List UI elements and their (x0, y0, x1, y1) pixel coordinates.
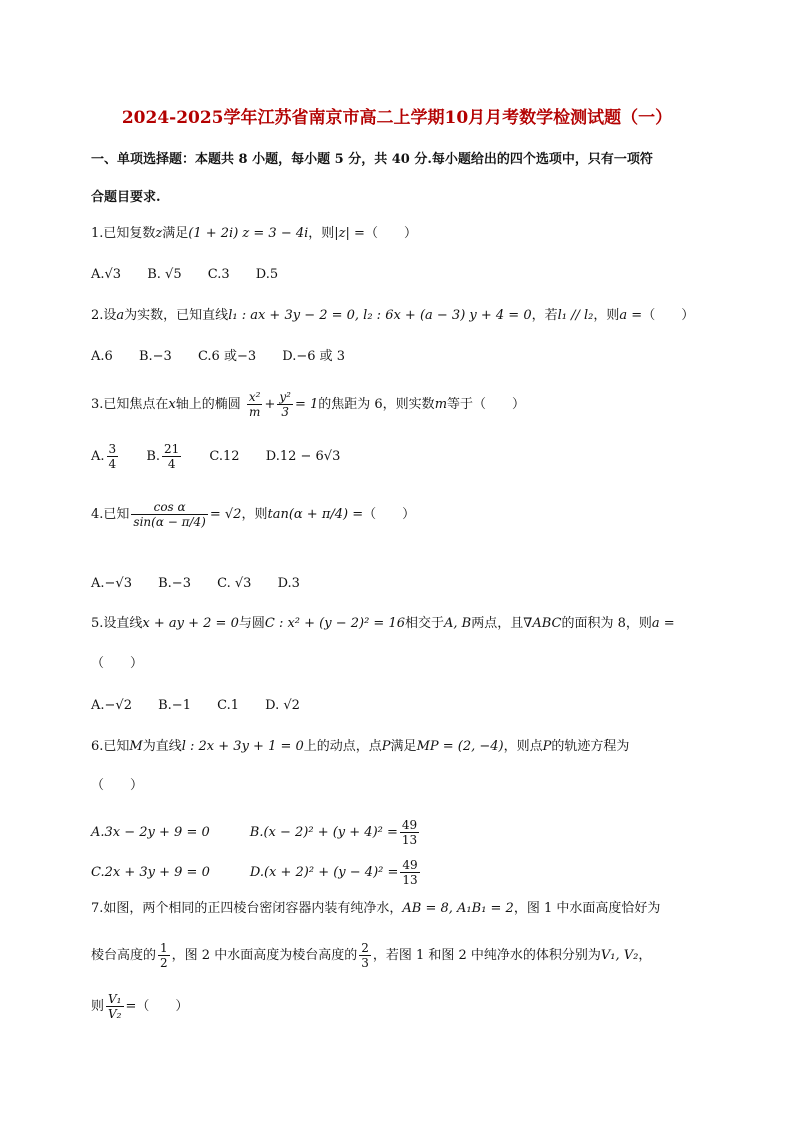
q2-text1: 为实数，已知直线 (124, 308, 229, 323)
q7-frac2-num: 2 (361, 941, 369, 955)
q3-var: m (434, 397, 448, 412)
q6-prefix: 6.已知 (91, 739, 130, 754)
q3-frac1-num: x² (248, 390, 261, 404)
q6-text3: 满足 (390, 739, 417, 754)
q7-frac2-den: 3 (361, 956, 369, 970)
q4-option-a: A.−√3 (91, 576, 132, 591)
q6-p2: P (542, 739, 552, 754)
q6-var: M (129, 739, 143, 754)
q1-option-b: B. √5 (147, 267, 182, 282)
q7-line2a: 棱台高度的 (91, 948, 157, 963)
q5-option-b: B.−1 (158, 698, 191, 713)
question-7-line1 (91, 900, 711, 918)
q4-frac (131, 500, 207, 529)
q3-option-b-den: 4 (167, 457, 176, 471)
q6-option-d: D.(x + 2)² + (y − 4)² = (249, 865, 399, 880)
q4-option-b: B.−3 (158, 576, 191, 591)
q4-paren: （ ） (363, 507, 416, 522)
q5-text2: 相交于 (405, 616, 445, 631)
q5-points: A, B (444, 616, 472, 631)
q4-option-c: C. √3 (217, 576, 252, 591)
q6-options-ab (91, 818, 711, 847)
q4-ask: tan(α + π/4) = (267, 507, 364, 522)
q5-option-c: C.1 (217, 698, 239, 713)
q3-option-d: D.12 − 6√3 (265, 449, 341, 464)
q4-prefix: 4.已知 (91, 507, 130, 522)
q2-option-c: C.6 或−3 (197, 349, 257, 364)
q3-option-b (146, 442, 183, 471)
q6-option-b-num: 49 (401, 818, 418, 832)
q6-paren: （ ） (91, 778, 144, 793)
q7-ratio (106, 992, 123, 1021)
q3-option-a (91, 442, 120, 471)
q7-line1m: AB = 8, A₁B₁ = 2 (402, 901, 514, 916)
q6-option-d-frac (400, 858, 419, 887)
q4-options (91, 575, 711, 593)
question-6 (91, 738, 711, 756)
question-7-line3 (91, 992, 711, 1021)
q2-option-a: A.6 (91, 349, 113, 364)
q3-option-a-frac (107, 442, 119, 471)
q5-option-a: A.−√2 (91, 698, 132, 713)
q3-frac2-den: 3 (281, 405, 289, 419)
q5-ask: a = (651, 616, 675, 631)
q7-line2b: ，图 2 中水面高度为棱台高度的 (171, 948, 358, 963)
q2-parallel: l₁ // l₂ (557, 308, 594, 323)
q1-option-c: C.3 (207, 267, 230, 282)
q2-paren: （ ） (642, 308, 695, 323)
q6-option-d-num: 49 (402, 858, 418, 872)
q1-paren: （ ） (364, 226, 417, 241)
page-title: 2024-2025学年江苏省南京市高二上学期10月月考数学检测试题（一） (121, 108, 673, 128)
q3-paren: （ ） (473, 397, 526, 412)
q4-frac-den: sin(α − π/4) (133, 515, 206, 529)
q4-option-d: D.3 (277, 576, 300, 591)
q6-p: P (381, 739, 391, 754)
q3-text3: 等于 (447, 397, 474, 412)
q1-equation: (1 + 2i) z = 3 − 4i (188, 226, 309, 241)
q3-text2: 的焦距为 6，则实数 (318, 397, 435, 412)
q4-eq: = √2 (209, 507, 242, 522)
q6-option-b: B.(x − 2)² + (y + 4)² = (249, 825, 398, 840)
q3-text1: 轴上的椭圆 (175, 397, 241, 412)
question-7-line2 (91, 941, 711, 970)
q3-option-a-label: A. (91, 449, 105, 464)
q7-frac1 (158, 941, 170, 970)
q6-option-a: A.3x − 2y + 9 = 0 (91, 825, 210, 840)
q7-paren: （ ） (136, 999, 189, 1014)
q6-text2: 上的动点，点 (303, 739, 382, 754)
q2-option-b: B.−3 (138, 349, 172, 364)
q7-frac1-num: 1 (160, 941, 168, 955)
q7-line2d: ， (638, 948, 652, 963)
q6-vector: MP = (2, −4) (416, 739, 504, 754)
q3-frac1 (247, 390, 263, 419)
q2-ask: a = (619, 308, 643, 323)
q7-frac1-den: 2 (160, 956, 168, 970)
q3-option-b-label: B. (146, 449, 160, 464)
q5-text3: 两点，且 (471, 616, 524, 631)
q2-text2: ，若 (531, 308, 558, 323)
q3-option-a-num: 3 (108, 442, 117, 456)
q1-ask: ，则 (308, 226, 335, 241)
q3-plus: + (264, 397, 276, 412)
q2-options (91, 348, 711, 366)
q7-line2c: ，若图 1 和图 2 中纯净水的体积分别为 (372, 948, 601, 963)
q5-text4: 的面积为 8，则 (561, 616, 652, 631)
section-heading-line2: 合题目要求. (91, 190, 161, 205)
question-1 (91, 225, 711, 243)
q6-option-c: C.2x + 3y + 9 = 0 (91, 865, 210, 880)
q5-triangle: ∇ABC (523, 616, 562, 631)
q2-option-d: D.−6 或 3 (282, 349, 346, 364)
q1-options (91, 266, 711, 284)
q3-frac2-num: y² (279, 390, 291, 404)
q3-option-b-frac (162, 442, 181, 471)
q7-line1b: ，图 1 中水面高度恰好为 (513, 901, 661, 916)
q7-vars: V₁, V₂ (600, 948, 639, 963)
q1-mid: 满足 (162, 226, 189, 241)
q6-options-cd (91, 858, 711, 887)
q6-option-d-den: 13 (402, 873, 418, 887)
q2-text3: ，则 (593, 308, 620, 323)
q3-option-b-num: 21 (164, 442, 180, 456)
section-heading-line1: 一、单项选择题：本题共 8 小题，每小题 5 分，共 40 分.每小题给出的四个选项中，只有一项符 (91, 152, 653, 167)
q6-text4: ，则点 (503, 739, 543, 754)
q6-line: l : 2x + 3y + 1 = 0 (181, 739, 304, 754)
q6-text1: 为直线 (142, 739, 182, 754)
q6-option-b-den: 13 (401, 833, 418, 847)
q1-prefix: 1.已知复数 (91, 226, 156, 241)
q6-option-b-frac (400, 818, 419, 847)
q3-option-a-den: 4 (108, 457, 117, 471)
q7-ratio-num: V₁ (108, 992, 122, 1006)
q7-line1a: 7.如图，两个相同的正四棱台密闭容器内装有纯净水， (91, 901, 403, 916)
q3-options (91, 442, 711, 471)
question-5 (91, 615, 711, 633)
q3-axis: x (168, 397, 176, 412)
q4-frac-num: cos α (131, 500, 207, 515)
question-3 (91, 390, 711, 419)
q3-frac2 (277, 390, 293, 419)
q5-options (91, 697, 711, 715)
q5-line: x + ay + 2 = 0 (142, 616, 239, 631)
q7-line3a: 则 (91, 999, 105, 1014)
q5-prefix: 5.设直线 (91, 616, 143, 631)
q5-paren: （ ） (91, 656, 144, 671)
q3-eq: = 1 (294, 397, 319, 412)
q2-lines: l₁ : ax + 3y − 2 = 0, l₂ : 6x + (a − 3) y + 4 = 0 (228, 308, 532, 323)
q6-text5: 的轨迹方程为 (551, 739, 630, 754)
q1-abs: |z| = (334, 226, 365, 241)
question-4 (91, 500, 711, 529)
q3-prefix: 3.已知焦点在 (91, 397, 169, 412)
q2-prefix: 2.设 (91, 308, 117, 323)
question-2 (91, 307, 711, 325)
q5-circle: C : x² + (y − 2)² = 16 (264, 616, 405, 631)
q7-frac2 (359, 941, 371, 970)
q5-option-d: D. √2 (265, 698, 300, 713)
q5-text1: 与圆 (238, 616, 265, 631)
q2-var: a (116, 308, 125, 323)
q3-option-c: C.12 (209, 449, 240, 464)
q1-option-d: D.5 (255, 267, 279, 282)
q7-line3b: = (125, 999, 137, 1014)
q1-option-a: A.√3 (91, 267, 122, 282)
q1-var: z (155, 226, 163, 241)
q7-ratio-den: V₂ (108, 1007, 122, 1021)
q4-text: ，则 (241, 507, 268, 522)
q3-frac1-den: m (249, 405, 261, 419)
